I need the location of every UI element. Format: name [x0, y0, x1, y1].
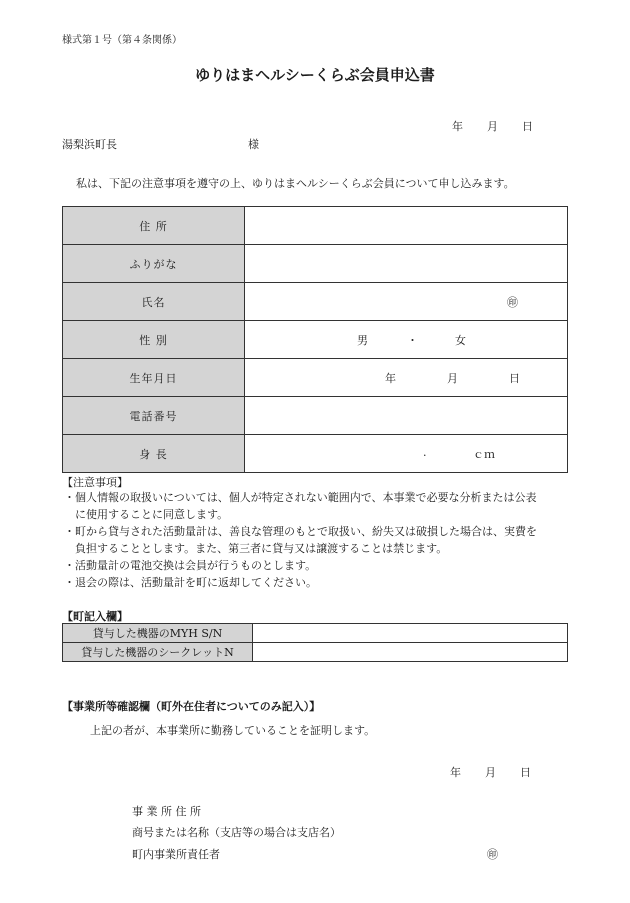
gender-male-option[interactable]: 男: [357, 334, 368, 347]
note-line: に使用することに同意します。: [64, 508, 229, 521]
gender-field[interactable]: [245, 321, 568, 359]
birthdate-field[interactable]: [245, 359, 568, 397]
table-row: [63, 624, 568, 643]
cert-year-label: 年: [450, 766, 461, 779]
note-line: ・町から貸与された活動量計は、善良な管理のもとで取扱い、紛失又は破損した場合は、実費を: [64, 525, 537, 538]
birth-year-label: 年: [385, 372, 396, 385]
table-row: [63, 283, 568, 321]
phone-field[interactable]: [245, 397, 568, 435]
cert-month-label: 月: [485, 766, 496, 779]
honorific: 様: [248, 138, 259, 151]
table-row: [63, 435, 568, 473]
applicant-table: [62, 206, 568, 473]
height-decimal-point: .: [423, 446, 427, 459]
furigana-label: ふりがな: [63, 245, 245, 283]
business-name-label: 商号または名称（支店等の場合は支店名）: [132, 826, 341, 839]
height-field[interactable]: [245, 435, 568, 473]
form-number: 様式第１号（第４条関係）: [62, 35, 182, 46]
name-field[interactable]: [245, 283, 568, 321]
device-secret-label: 貸与した機器のシークレットN: [63, 643, 253, 662]
gender-label: 性 別: [63, 321, 245, 359]
furigana-field[interactable]: [245, 245, 568, 283]
height-label: 身 長: [63, 435, 245, 473]
note-line: ・退会の際は、活動量計を町に返却してください。: [64, 576, 317, 589]
table-row: [63, 321, 568, 359]
town-table: [62, 623, 568, 662]
page-title: ゆりはまヘルシーくらぶ会員申込書: [195, 66, 435, 84]
height-unit: ｃｍ: [473, 448, 495, 461]
device-serial-label: 貸与した機器のMYH S/N: [63, 624, 253, 643]
device-secret-field[interactable]: [253, 643, 568, 662]
birth-day-label: 日: [509, 372, 520, 385]
table-row: [63, 359, 568, 397]
table-row: [63, 397, 568, 435]
address-label: 住 所: [63, 207, 245, 245]
notes-heading: 【注意事項】: [62, 476, 128, 489]
note-line: ・活動量計の電池交換は会員が行うものとします。: [64, 559, 317, 572]
date-day-label: 日: [522, 120, 533, 133]
note-line: 負担することとします。また、第三者に貸与又は譲渡することは禁じます。: [64, 542, 448, 555]
office-address-label: 事 業 所 住 所: [132, 805, 201, 818]
note-line: ・個人情報の取扱いについては、個人が特定されない範囲内で、本事業で必要な分析または公表: [64, 491, 537, 504]
town-section-heading: 【町記入欄】: [62, 610, 128, 623]
intro-statement: 私は、下記の注意事項を遵守の上、ゆりはまヘルシーくらぶ会員について申し込みます。: [76, 177, 515, 190]
certification-statement: 上記の者が、本事業所に勤務していることを証明します。: [90, 724, 376, 737]
phone-label: 電話番号: [63, 397, 245, 435]
date-month-label: 月: [487, 120, 498, 133]
birthdate-label: 生年月日: [63, 359, 245, 397]
address-field[interactable]: [245, 207, 568, 245]
addressee: 湯梨浜町長: [62, 138, 117, 151]
table-row: [63, 643, 568, 662]
gender-separator: ・: [407, 334, 418, 347]
office-section-heading: 【事業所等確認欄（町外在住者についてのみ記入）】: [62, 700, 321, 713]
manager-seal-mark: ㊞: [487, 848, 498, 861]
office-manager-label: 町内事業所責任者: [132, 848, 220, 861]
table-row: [63, 207, 568, 245]
table-row: [63, 245, 568, 283]
name-label: 氏名: [63, 283, 245, 321]
device-serial-field[interactable]: [253, 624, 568, 643]
birth-month-label: 月: [447, 372, 458, 385]
gender-female-option[interactable]: 女: [455, 334, 466, 347]
date-year-label: 年: [452, 120, 463, 133]
cert-day-label: 日: [520, 766, 531, 779]
seal-mark: ㊞: [507, 296, 518, 309]
